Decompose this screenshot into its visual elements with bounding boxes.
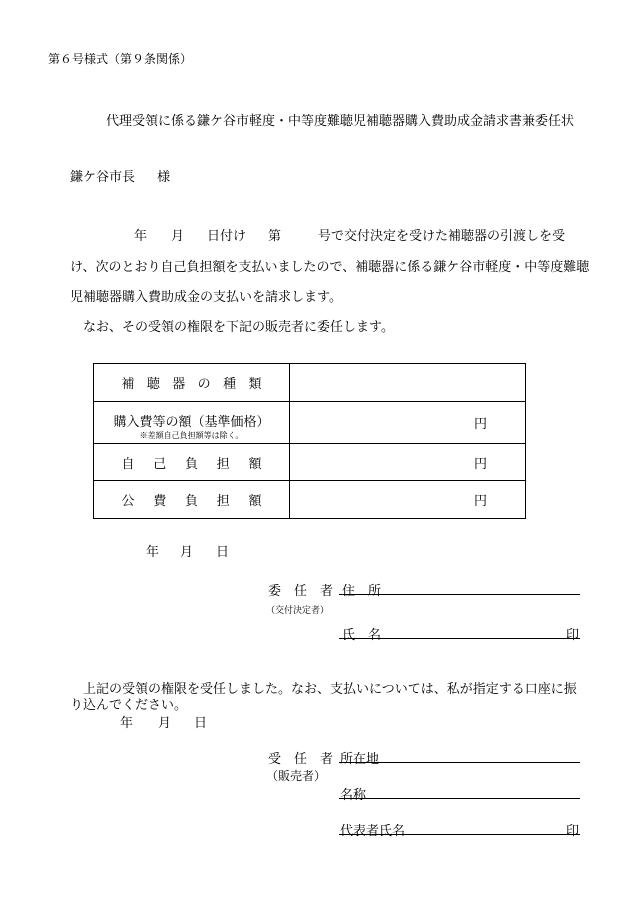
- table-value-hearing-aid-type: [290, 364, 526, 402]
- delegatee-rep-line: [339, 834, 580, 835]
- delegator-role-note: （交付決定者）: [266, 606, 330, 616]
- table-row: [94, 402, 526, 444]
- delegator-name-label: 氏 名: [342, 628, 382, 643]
- delegatee-location-label: 所在地: [340, 752, 380, 767]
- table-label-public-pay: 公 費 負 担 額: [94, 481, 290, 519]
- table-label-self-pay: 自 己 負 担 額: [94, 444, 290, 481]
- addressee-name: 鎌ケ谷市長: [70, 170, 136, 185]
- table-row: [94, 444, 526, 481]
- date1-year: 年: [146, 545, 160, 560]
- acceptance-line-1: 上記の受領の権限を受任しました。なお、支払いについては、私が指定する口座に振: [83, 682, 577, 697]
- body-number-prefix: 第: [268, 229, 282, 244]
- date2-year: 年: [120, 716, 134, 731]
- body-number-suffix: 号で交付決定を受けた補聴器の引渡しを受: [318, 229, 566, 244]
- body-day: 日付け: [207, 229, 247, 244]
- body-line-3: 児補聴器購入費助成金の支払いを請求します。: [70, 290, 342, 305]
- addressee-honorific: 様: [157, 170, 171, 185]
- delegatee-rep-label: 代表者氏名: [340, 824, 406, 839]
- body-line-2: け、次のとおり自己負担額を支払いましたので、補聴器に係る鎌ケ谷市軽度・中等度難聴: [70, 260, 590, 275]
- acceptance-line-2: り込んでください。: [70, 698, 188, 713]
- table-row: [94, 364, 526, 402]
- purchase-amount-label: 購入費等の額（基準価格）: [113, 415, 270, 430]
- delegator-address-line: [339, 594, 580, 595]
- date1-day: 日: [216, 545, 230, 560]
- addressee: [70, 166, 170, 185]
- date2-day: 日: [194, 716, 208, 731]
- date1-month: 月: [180, 545, 194, 560]
- form-number: 第６号様式（第９条関係）: [48, 52, 193, 66]
- document-title: 代理受領に係る鎌ケ谷市軽度・中等度難聴児補聴器購入費助成金請求書兼委任状: [106, 114, 575, 129]
- table-row: [94, 481, 526, 519]
- delegator-role: 委 任 者: [268, 584, 334, 599]
- table-label-hearing-aid-type: 補 聴 器 の 種 類: [94, 364, 290, 402]
- purchase-amount-note: ※差額自己負担額等は除く。: [139, 431, 244, 440]
- delegator-seal: 印: [566, 628, 580, 643]
- body-line-4: なお、その受領の権限を下記の販売者に委任します。: [83, 320, 394, 335]
- table-value-self-pay: 円: [290, 444, 526, 481]
- table-value-purchase-amount: 円: [290, 402, 526, 444]
- hearing-aid-table: [93, 363, 526, 519]
- table-label-purchase-amount: [94, 402, 290, 444]
- delegatee-company-line: [339, 798, 580, 799]
- body-year: 年: [134, 229, 148, 244]
- table-value-public-pay: 円: [290, 481, 526, 519]
- body-month: 月: [171, 229, 185, 244]
- delegator-address-label: 住 所: [342, 584, 382, 599]
- delegatee-location-line: [339, 762, 580, 763]
- delegatee-role: 受 任 者: [268, 752, 334, 767]
- delegatee-role-note: （販売者）: [266, 769, 327, 783]
- delegator-name-line: [339, 638, 580, 639]
- date2-month: 月: [158, 716, 172, 731]
- delegatee-company-label: 名称: [340, 788, 367, 803]
- delegatee-seal: 印: [566, 824, 580, 839]
